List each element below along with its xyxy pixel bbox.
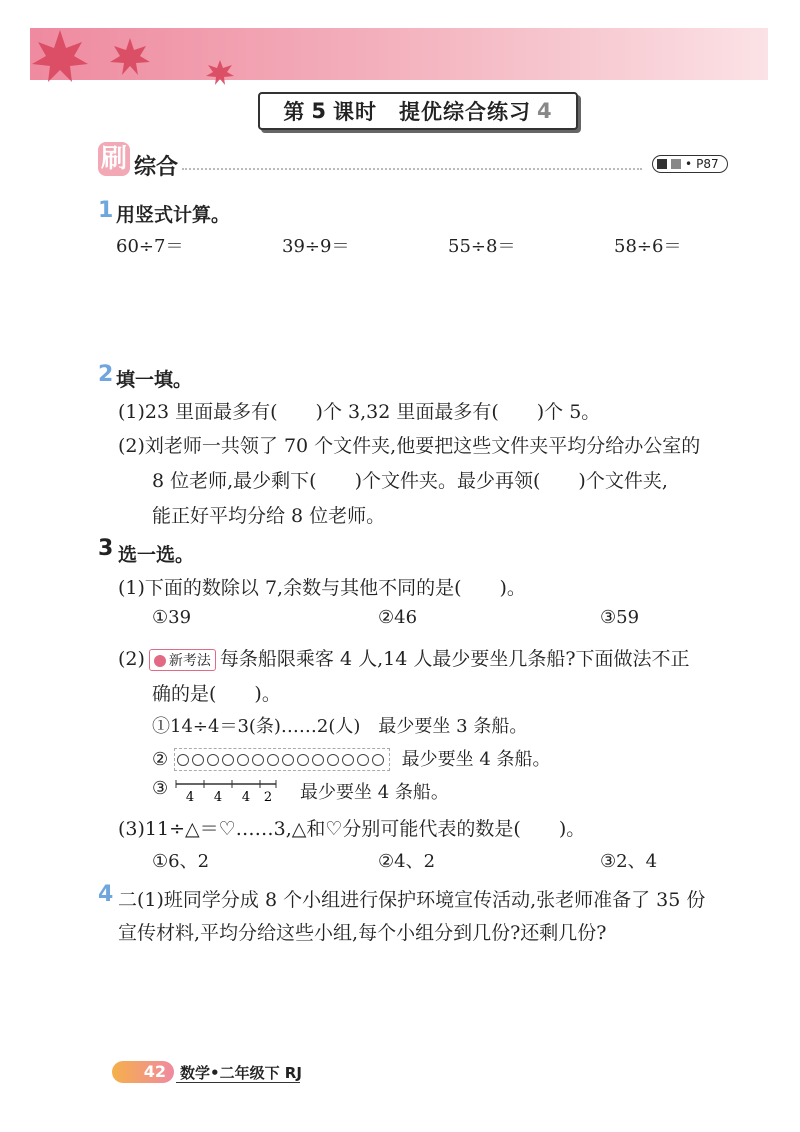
hand-icon [154, 655, 166, 667]
option-3-mark: ③ [152, 778, 169, 799]
calc-item-2: 39÷9＝ [282, 236, 350, 257]
q3-part-1-option-3: ③59 [600, 607, 640, 628]
question-3-title: 选一选。 [118, 544, 195, 566]
answer-icon [671, 159, 681, 169]
lesson-prefix: 第 [283, 100, 306, 124]
q3-part-3-option-3: ③2、4 [600, 851, 658, 872]
segment-label-1: 4 [185, 790, 195, 804]
calc-item-3: 55÷8＝ [448, 236, 516, 257]
option-3-text: 最少要坐 4 条船。 [300, 782, 449, 803]
section-title: 综合 [134, 155, 179, 180]
lesson-index: 4 [537, 99, 553, 123]
segment-label-2: 4 [213, 790, 223, 804]
option-2-text: 最少要坐 4 条船。 [401, 749, 551, 770]
section-divider [182, 168, 642, 170]
q3-part-1-option-2: ②46 [378, 607, 418, 628]
q3-part-3-option-1: ①6、2 [152, 851, 210, 872]
q3-part-2-option-3 [152, 778, 168, 799]
q2-part-2-line-1: (2)刘老师一共领了 70 个文件夹,他要把这些文件夹平均分给办公室的 [118, 435, 701, 457]
calc-item-4: 58÷6＝ [614, 236, 682, 257]
number-line-diagram [172, 776, 282, 804]
q4-line-1: 二(1)班同学分成 8 个小组进行保护环境宣传活动,张老师准备了 35 份 [118, 889, 706, 911]
q3-part-2-line-1 [118, 644, 690, 671]
book-icon [657, 159, 667, 169]
q3-part-1-option-1: ①39 [152, 607, 192, 628]
segment-label-3: 4 [241, 790, 251, 804]
lesson-unit: 课时 [333, 100, 377, 124]
question-3-number: 3 [98, 536, 114, 561]
maple-leaf-decoration [20, 20, 240, 100]
page-number-badge: 42 [112, 1061, 174, 1083]
footer-underline [176, 1082, 300, 1083]
circles-diagram [174, 748, 390, 771]
q3-part-2-line-2: 确的是( )。 [152, 683, 281, 705]
footer-subject: 数学•二年级下 RJ [180, 1064, 302, 1082]
q3-part-2-option-1: ①14÷4＝3(条)……2(人) 最少要坐 3 条船。 [152, 716, 528, 737]
q4-line-2: 宣传材料,平均分给这些小组,每个小组分到几份?还剩几份? [118, 922, 607, 944]
answer-page: P87 [696, 157, 719, 171]
question-1-number: 1 [98, 198, 114, 223]
option-2-mark: ② [152, 749, 169, 770]
lesson-number: 5 [311, 99, 327, 123]
q3-part-2-text: 每条船限乘客 4 人,14 人最少要坐几条船?下面做法不正 [219, 648, 690, 670]
answer-reference: • P87 [652, 155, 728, 173]
new-method-tag [149, 649, 216, 671]
new-method-label: 新考法 [168, 653, 211, 669]
lesson-title: 提优综合练习 [399, 100, 531, 124]
question-2-number: 2 [98, 362, 114, 387]
question-4-number: 4 [98, 882, 114, 907]
q2-part-2-line-2: 8 位老师,最少剩下( )个文件夹。最少再领( )个文件夹, [152, 470, 668, 492]
q2-part-2-line-3: 能正好平均分给 8 位老师。 [152, 505, 386, 527]
q3-part-3: (3)11÷△＝♡……3,△和♡分别可能代表的数是( )。 [118, 818, 586, 840]
calc-item-1: 60÷7＝ [116, 236, 184, 257]
q3-part-1: (1)下面的数除以 7,余数与其他不同的是( )。 [118, 577, 526, 599]
q3-part-2-prefix: (2) [118, 648, 145, 670]
question-1-title: 用竖式计算。 [116, 204, 231, 226]
q3-part-3-option-2: ②4、2 [378, 851, 436, 872]
segment-label-4: 2 [263, 790, 273, 804]
q2-part-1: (1)23 里面最多有( )个 3,32 里面最多有( )个 5。 [118, 401, 601, 423]
question-2-title: 填一填。 [116, 369, 193, 391]
section-icon: 刷 [98, 142, 130, 176]
lesson-title-box [258, 92, 578, 130]
q3-part-2-option-2 [152, 745, 551, 771]
